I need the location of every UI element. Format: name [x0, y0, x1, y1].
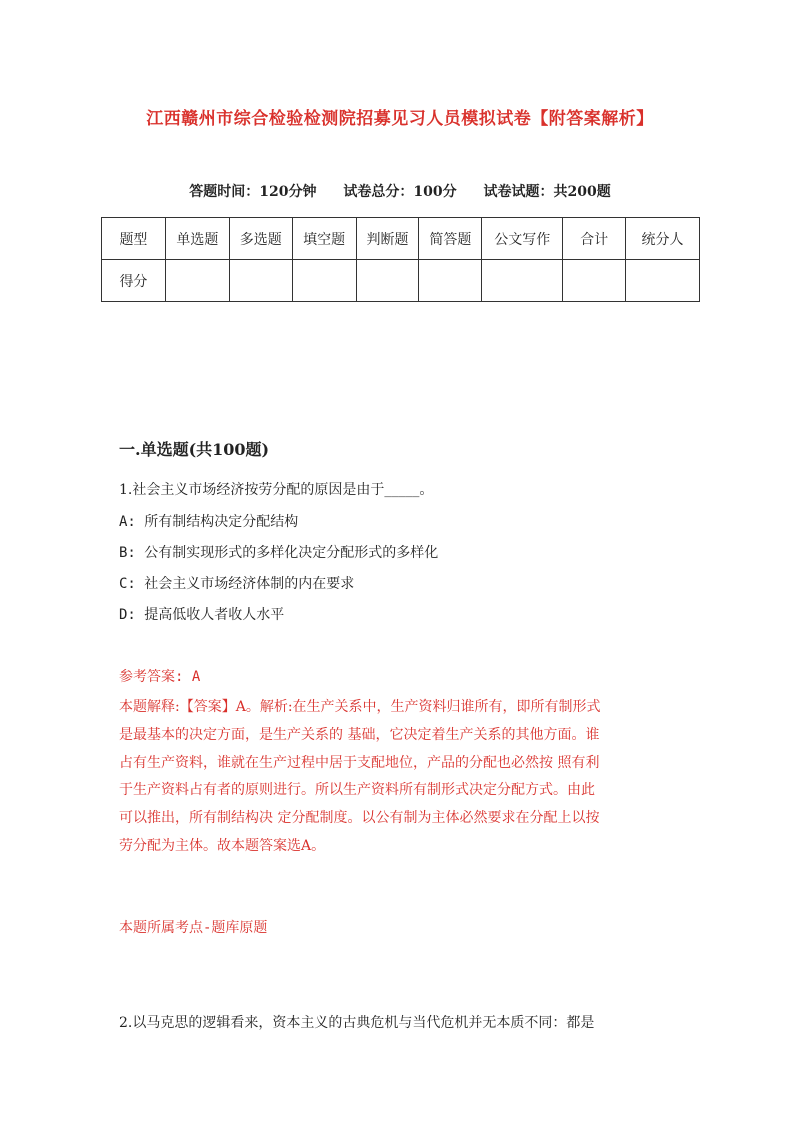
exam-time: 答题时间：120分钟 [189, 184, 317, 200]
score-table-score-row [102, 260, 700, 302]
explanation-line: 本题解释:【答案】A。解析:在生产关系中，生产资料归谁所有，即所有制形式 [119, 699, 601, 715]
explanation-line: 劳分配为主体。故本题答案选A。 [119, 837, 326, 854]
question-1-explanation [119, 694, 685, 861]
explanation-line: 是最基本的决定方面，是生产关系的 基础，它决定着生产关系的其他方面。谁 [119, 726, 600, 743]
question-1-stem: 1.社会主义市场经济按劳分配的原因是由于_____。 [119, 482, 434, 498]
explanation-line: 占有生产资料，谁就在生产过程中居于支配地位，产品的分配也必然按 照有利 [119, 754, 600, 771]
exam-total-score: 试卷总分：100分 [343, 184, 457, 200]
document-title: 江西赣州市综合检验检测院招募见习人员模拟试卷【附答案解析】 [146, 109, 654, 129]
explanation-line: 于生产资料占有者的原则进行。所以生产资料所有制形式决定分配方式。由此 [119, 782, 595, 799]
score-table-header-row [102, 218, 700, 260]
section-heading: 一.单选题(共100题) [119, 440, 270, 459]
score-header-cell: 统分人 [626, 218, 700, 260]
score-header-cell: 单选题 [165, 218, 229, 260]
score-cell [419, 260, 482, 302]
question-1-answer: 参考答案: A [119, 669, 201, 685]
explanation-line: 可以推出，所有制结构决 定分配制度。以公有制为主体必然要求在分配上以按 [119, 810, 600, 827]
question-2-stem: 2.以马克思的逻辑看来，资本主义的古典危机与当代危机并无本质不同：都是 [119, 1015, 595, 1031]
question-1-option-a: A: 所有制结构决定分配结构 [119, 514, 299, 530]
score-row-label: 得分 [102, 260, 166, 302]
question-1-source: 本题所属考点-题库原题 [119, 920, 268, 936]
score-header-cell: 多选题 [229, 218, 292, 260]
score-cell [292, 260, 356, 302]
score-table [101, 217, 700, 302]
score-cell [229, 260, 292, 302]
score-cell [482, 260, 563, 302]
exam-meta [0, 181, 800, 201]
score-header-cell: 题型 [102, 218, 166, 260]
question-1-option-c: C: 社会主义市场经济体制的内在要求 [119, 576, 355, 592]
exam-question-count: 试卷试题：共200题 [483, 184, 611, 200]
score-header-cell: 简答题 [419, 218, 482, 260]
score-cell [356, 260, 419, 302]
score-cell [165, 260, 229, 302]
score-header-cell: 合计 [563, 218, 626, 260]
score-header-cell: 判断题 [356, 218, 419, 260]
score-header-cell: 公文写作 [482, 218, 563, 260]
question-1-option-d: D: 提高低收人者收人水平 [119, 607, 285, 623]
score-header-cell: 填空题 [292, 218, 356, 260]
score-cell [563, 260, 626, 302]
score-cell [626, 260, 700, 302]
question-1-option-b: B: 公有制实现形式的多样化决定分配形式的多样化 [119, 545, 439, 561]
